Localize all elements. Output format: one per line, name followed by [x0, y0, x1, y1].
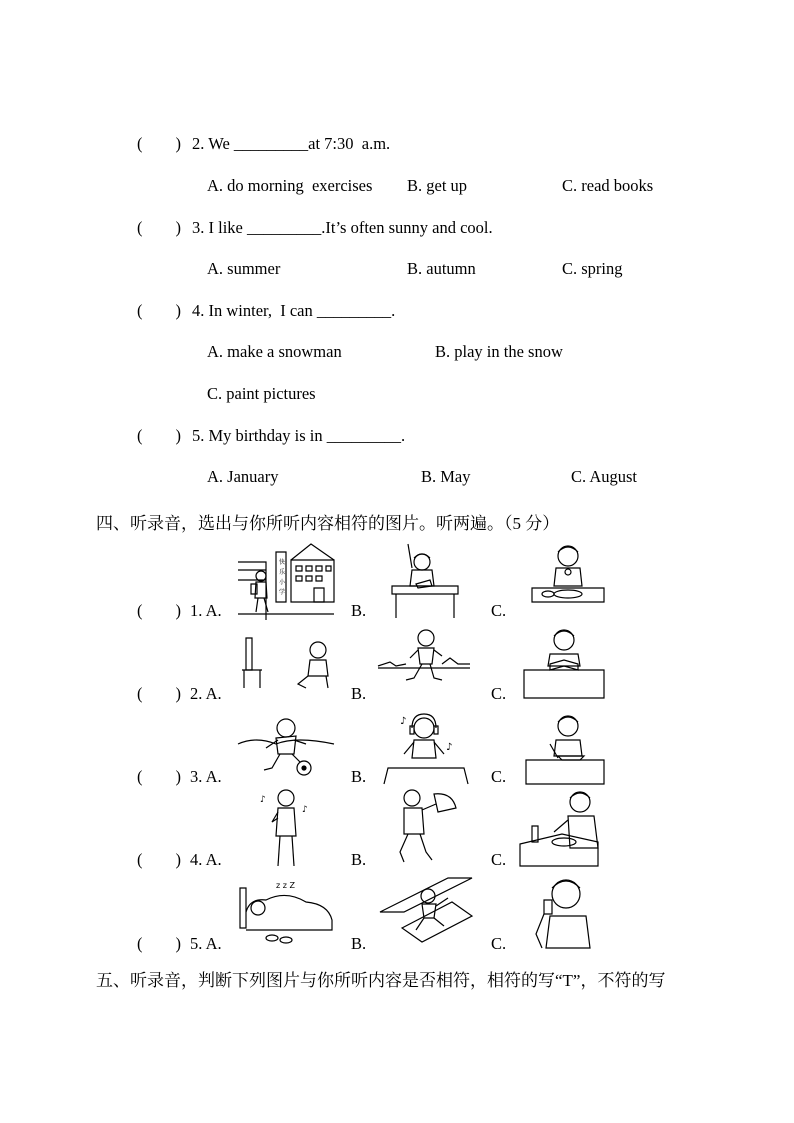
- row-label: 2. A.: [190, 684, 222, 703]
- question-text: 5. My birthday is in _________.: [192, 426, 406, 445]
- picture-boy-playing-football[interactable]: [236, 714, 336, 778]
- row-label: 3. A.: [190, 767, 222, 786]
- music-note-icon: ♪: [302, 805, 308, 815]
- answer-paren[interactable]: ( ): [137, 767, 181, 786]
- option-c: C. spring: [562, 259, 623, 278]
- answer-paren[interactable]: ( ): [137, 684, 181, 703]
- option-c-label: C.: [491, 601, 507, 620]
- music-note-icon: ♪: [446, 742, 453, 753]
- answer-paren[interactable]: ( ): [137, 134, 181, 153]
- question-text: 3. I like _________.It’s often sunny and cool.: [192, 218, 493, 237]
- option-c-label: C.: [491, 850, 507, 869]
- option-b-label: B.: [351, 767, 367, 786]
- option-a: A. January: [207, 467, 279, 486]
- option-b: B. May: [421, 467, 471, 486]
- section-4-heading: 四、听录音，选出与你所听内容相符的图片。听两遍。（5 分）: [96, 514, 560, 533]
- option-b-label: B.: [351, 850, 367, 869]
- question-text: 4. In winter, I can _________.: [192, 301, 396, 320]
- picture-girl-dancing-with-fan[interactable]: [390, 788, 464, 868]
- picture-boy-reading[interactable]: [520, 626, 608, 700]
- picture-man-singing[interactable]: [254, 788, 314, 868]
- picture-boy-drinking[interactable]: [524, 874, 600, 950]
- answer-paren[interactable]: ( ): [137, 426, 181, 445]
- option-b-label: B.: [351, 934, 367, 953]
- picture-boy-running[interactable]: [376, 628, 472, 688]
- picture-boy-skating[interactable]: [378, 872, 474, 944]
- section-5-heading: 五、听录音，判断下列图片与你所听内容是否相符，相符的写“T”，不符的写: [96, 971, 666, 990]
- option-b-label: B.: [351, 684, 367, 703]
- option-a: A. summer: [207, 259, 281, 278]
- option-c-label: C.: [491, 684, 507, 703]
- option-c-label: C.: [491, 934, 507, 953]
- picture-boy-going-to-school[interactable]: [236, 540, 336, 620]
- school-sign-char: 乐: [279, 569, 286, 576]
- option-c: C. August: [571, 467, 638, 486]
- picture-boy-sleeping[interactable]: [236, 878, 336, 946]
- picture-boy-raising-hand[interactable]: [388, 540, 464, 620]
- option-b-label: B.: [351, 601, 367, 620]
- option-c: C. paint pictures: [207, 384, 316, 403]
- option-b: B. autumn: [407, 259, 476, 278]
- music-note-icon: ♪: [260, 795, 266, 805]
- option-a: A. make a snowman: [207, 342, 342, 361]
- option-a: A. do morning exercises: [207, 176, 373, 195]
- answer-paren[interactable]: ( ): [137, 934, 181, 953]
- school-sign-char: 快: [279, 559, 286, 566]
- option-c-label: C.: [491, 767, 507, 786]
- question-text: 2. We _________at 7:30 a.m.: [192, 134, 391, 153]
- picture-girl-listening-music[interactable]: [380, 710, 472, 786]
- answer-paren[interactable]: ( ): [137, 218, 181, 237]
- school-sign-char: 小: [279, 579, 286, 586]
- row-label: 5. A.: [190, 934, 222, 953]
- answer-paren[interactable]: ( ): [137, 301, 181, 320]
- music-note-icon: ♪: [400, 716, 407, 727]
- row-label: 1. A.: [190, 601, 222, 620]
- picture-boy-writing[interactable]: [522, 710, 608, 786]
- sleep-z-icon: z z Z: [276, 881, 295, 890]
- row-label: 4. A.: [190, 850, 222, 869]
- picture-man-cooking[interactable]: [518, 786, 608, 868]
- option-b: B. play in the snow: [435, 342, 563, 361]
- answer-paren[interactable]: ( ): [137, 850, 181, 869]
- answer-paren[interactable]: ( ): [137, 601, 181, 620]
- option-c: C. read books: [562, 176, 654, 195]
- option-b: B. get up: [407, 176, 468, 195]
- picture-boy-watching-tv[interactable]: [236, 632, 336, 694]
- school-sign-char: 学: [279, 589, 286, 596]
- picture-boy-eating[interactable]: [528, 540, 608, 620]
